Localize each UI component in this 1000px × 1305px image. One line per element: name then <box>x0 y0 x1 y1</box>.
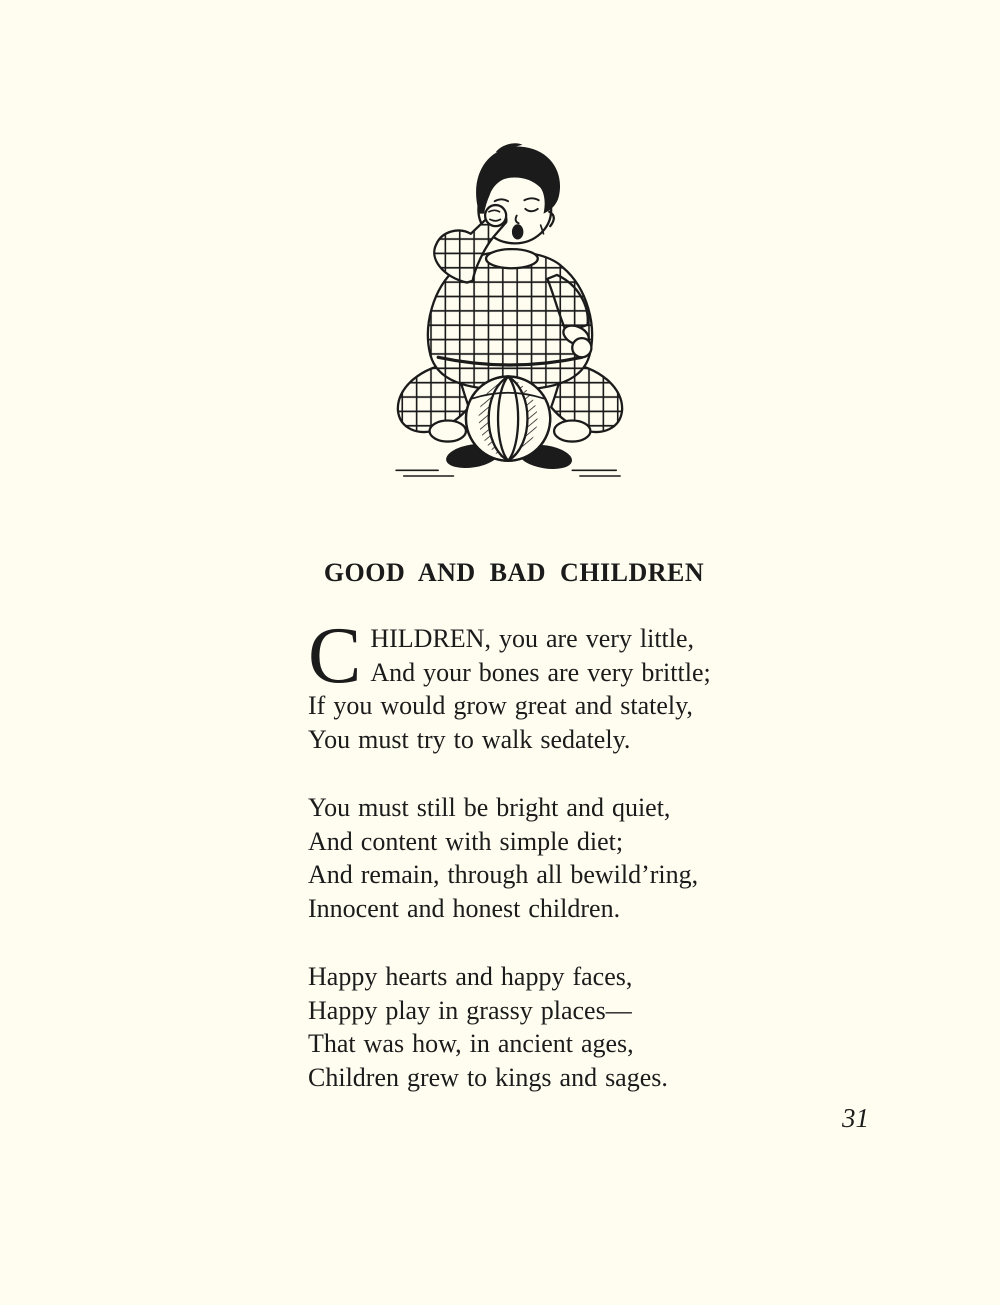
stanza-1 <box>308 612 720 756</box>
page-number: 31 <box>842 1103 869 1133</box>
poem-line: Children grew to kings and sages. <box>308 1062 668 1092</box>
poem-title: GOOD AND BAD CHILDREN <box>323 558 705 587</box>
poem-line: You must still be bright and quiet, <box>308 793 671 822</box>
stanza-3 <box>308 960 720 1094</box>
poem-line: Innocent and honest children. <box>308 893 621 923</box>
child-with-ball-drawing <box>352 130 668 508</box>
stanza-2 <box>308 791 720 925</box>
poem-line: Happy play in grassy places— <box>308 995 632 1025</box>
child-with-ball-illustration <box>352 130 668 508</box>
poem-line: You must try to walk sedately. <box>308 724 631 754</box>
poem-line: And remain, through all bewild’ring, <box>308 860 699 889</box>
dropcap-letter: C <box>308 612 362 700</box>
poem-line: HILDREN, you are very little, <box>370 624 695 653</box>
poem-line: If you would grow great and stately, <box>308 691 693 720</box>
poem-line: And your bones are very brittle; <box>370 657 711 687</box>
poem-line: That was how, in ancient ages, <box>308 1029 634 1058</box>
poem-line: And content with simple diet; <box>308 826 624 856</box>
poem-line: Happy hearts and happy faces, <box>308 962 633 991</box>
poem <box>308 558 720 1129</box>
